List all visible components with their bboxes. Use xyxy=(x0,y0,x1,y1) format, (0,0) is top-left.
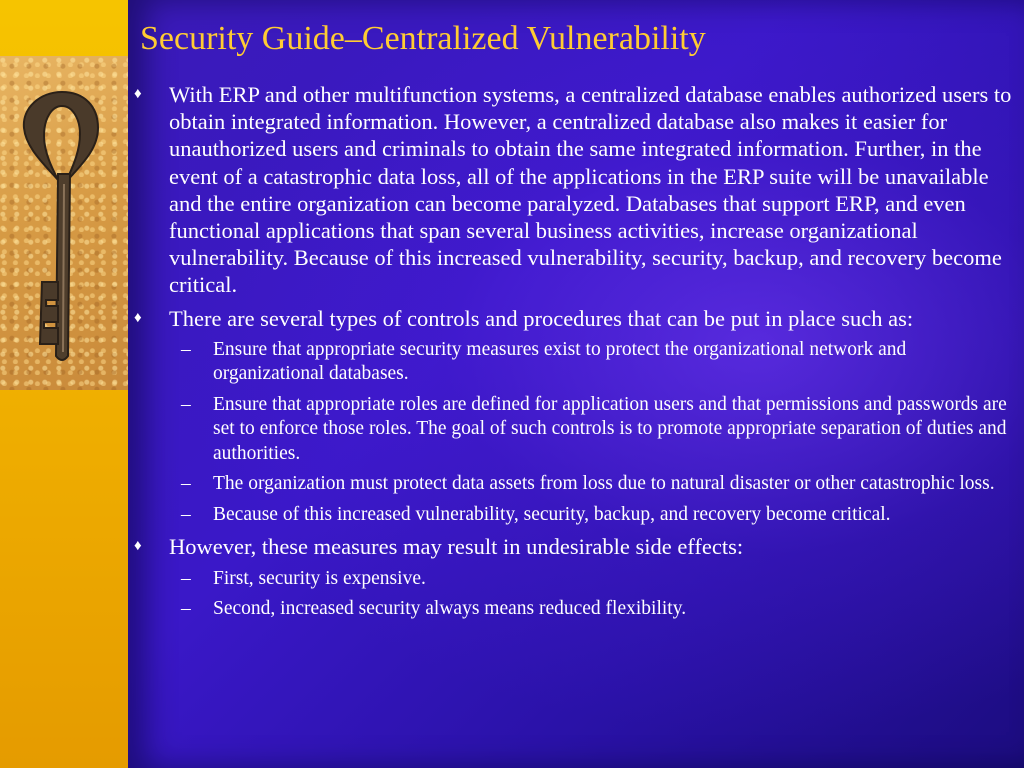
dash-bullet-icon: – xyxy=(181,338,191,360)
sub-bullet-list xyxy=(134,338,1014,528)
sub-bullet-text: First, security is expensive. xyxy=(213,567,426,589)
diamond-bullet-icon: ♦ xyxy=(134,538,142,555)
bullet-text: However, these measures may result in undesirable side effects: xyxy=(169,534,744,560)
bullet-item xyxy=(134,305,1014,332)
sub-bullet-text: Ensure that appropriate roles are defined for application users and that permissions and passwords are set to enforce those roles. The goal of such controls is to promote appropriate separation of duties and authorities. xyxy=(213,393,1007,464)
key-icon xyxy=(0,56,128,390)
bullet-list xyxy=(134,81,1014,628)
sub-bullet-item xyxy=(134,567,1014,592)
sidebar-strip xyxy=(0,0,128,768)
sub-bullet-text: Because of this increased vulnerability, security, backup, and recovery become critical. xyxy=(213,503,891,525)
bullet-item xyxy=(134,533,1014,560)
sub-bullet-text: Ensure that appropriate security measures exist to protect the organizational network and organizational databases. xyxy=(213,338,907,385)
dash-bullet-icon: – xyxy=(181,503,191,525)
sub-bullet-item xyxy=(134,472,1014,497)
dash-bullet-icon: – xyxy=(181,393,191,415)
dash-bullet-icon: – xyxy=(181,567,191,589)
bullet-item xyxy=(134,81,1014,299)
diamond-bullet-icon: ♦ xyxy=(134,309,142,326)
sub-bullet-item xyxy=(134,503,1014,528)
sub-bullet-item xyxy=(134,597,1014,622)
sub-bullet-text: Second, increased security always means reduced flexibility. xyxy=(213,598,687,620)
diamond-bullet-icon: ♦ xyxy=(134,86,142,102)
bullet-text: With ERP and other multifunction systems, a centralized database enables authorized users to obtain integrated information. However, a centralized database also makes it easier for unauthorized users and criminals to obtain the same integrated information. Further, in the event of a catastrophic data loss, all of the applications in the ERP suite will be unavailable and the entire organization can become paralyzed. Databases that support ERP, and even functional applications that span several business activities, increase organizational vulnerability. Because of this increased vulnerability, security, backup, and recovery become critical. xyxy=(169,82,1012,298)
slide-title: Security Guide–Centralized Vulnerability xyxy=(140,20,706,57)
key-photo xyxy=(0,56,128,390)
slide-body xyxy=(128,0,1024,768)
sub-bullet-item xyxy=(134,393,1014,467)
sub-bullet-list xyxy=(134,567,1014,622)
sub-bullet-item xyxy=(134,338,1014,387)
bullet-text: There are several types of controls and procedures that can be put in place such as: xyxy=(169,305,914,331)
sub-bullet-text: The organization must protect data assets from loss due to natural disaster or other catastrophic loss. xyxy=(213,473,995,495)
dash-bullet-icon: – xyxy=(181,473,191,495)
dash-bullet-icon: – xyxy=(181,598,191,620)
